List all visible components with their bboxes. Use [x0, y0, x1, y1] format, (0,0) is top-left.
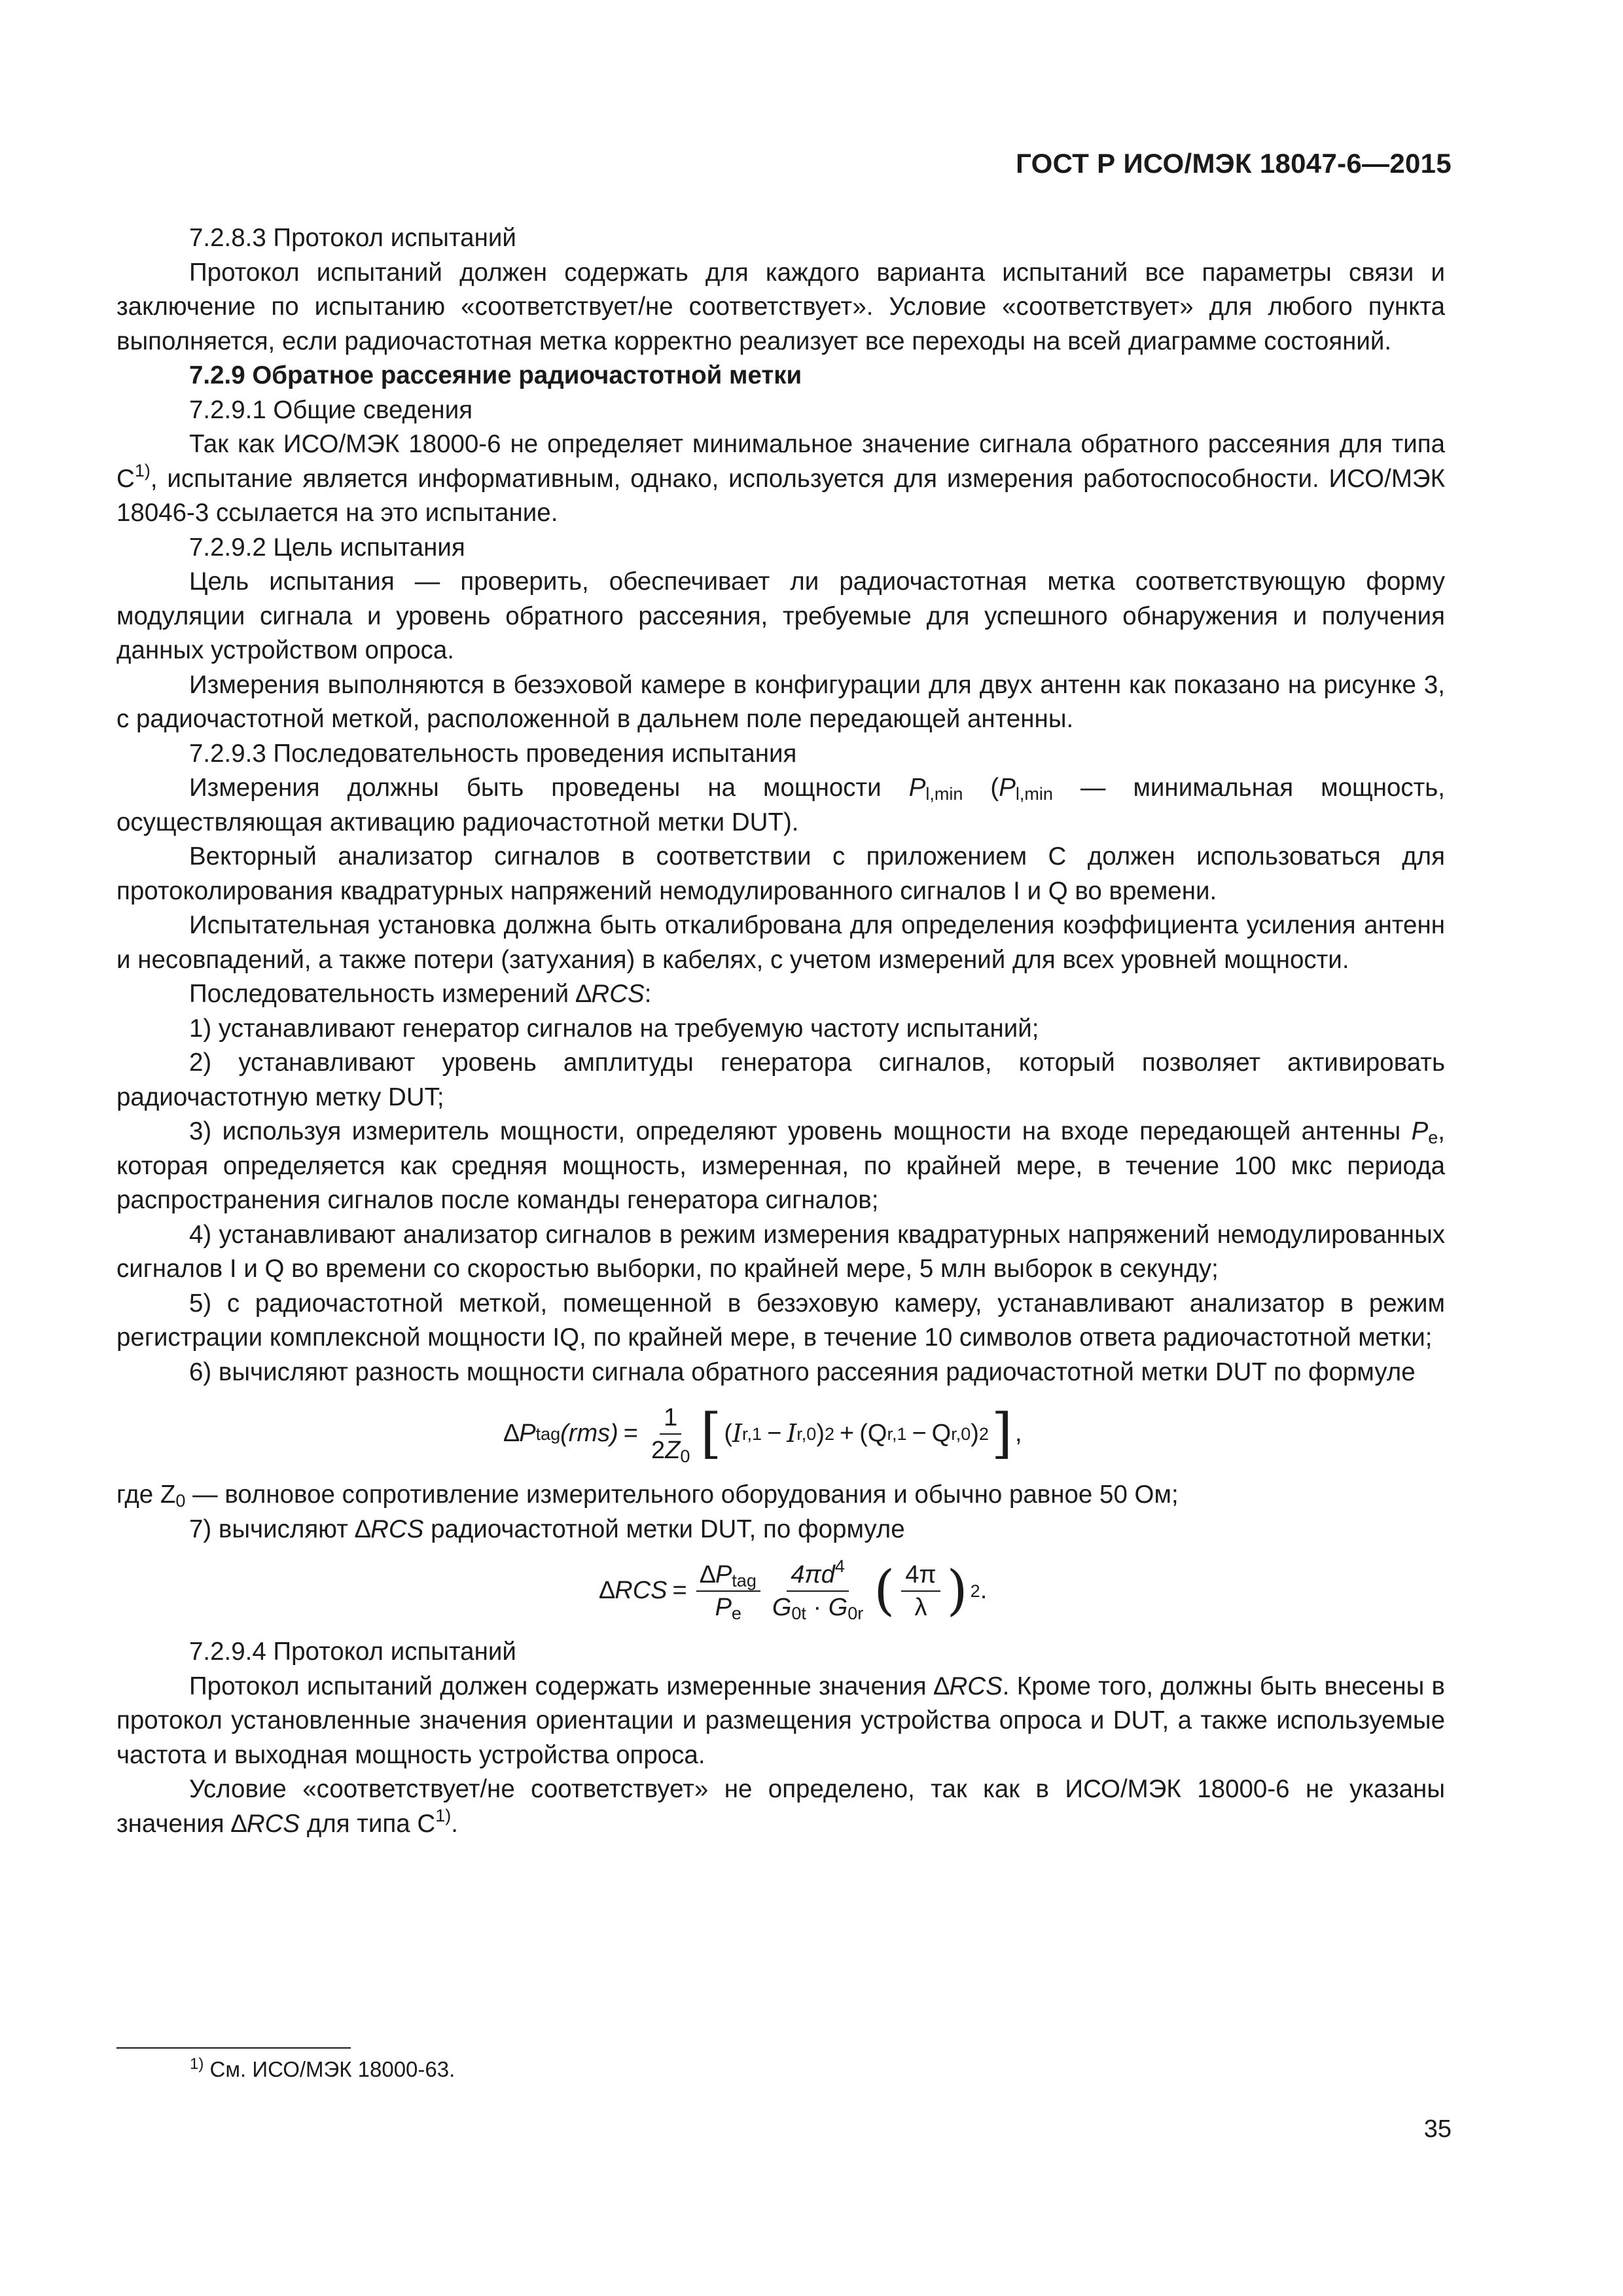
paragraph: Последовательность измерений ∆RCS:: [189, 980, 652, 1008]
footnote: $^{1)}$ См. ИСО/МЭК 18000-63.: [190, 2055, 455, 2081]
paragraph: Условие «соответствует/не соответствует» не определено, так как в ИСО/МЭК 18000-6 не указаны значения ∆RCS для типа $С^{1)}$.: [116, 1775, 1445, 1838]
list-item: 4) устанавливают анализатор сигналов в режим измерения квадратурных напряжений немодулированных сигналов I и Q во времени со скоростью выборки, по крайней мере, 5 млн выборок в секунду;: [116, 1220, 1445, 1283]
footnote-reference: 1): [435, 1805, 452, 1825]
paragraph: Векторный анализатор сигналов в соответствии с приложением С должен использоваться для протоколирования квадратурных напряжений немодулированного сигналов I и Q во времени.: [116, 842, 1445, 905]
paragraph: Испытательная установка должна быть откалибрована для определения коэффициента усиления антенн и несовпадений, а также потери (затухания) в кабелях, с учетом измерений для всех уровней мощности.: [116, 911, 1445, 974]
paragraph: Измерения выполняются в безэховой камере в конфигурации для двух антенн как показано на рисунке 3, с радиочастотной меткой, расположенной в дальнем поле передающей антенны.: [116, 670, 1445, 733]
paragraph: где $Z_0$ — волновое сопротивление измерительного оборудования и обычно равное 50 Ом;: [116, 1480, 1179, 1511]
document-body: [116, 221, 1445, 1841]
paragraph: Так как ИСО/МЭК 18000-6 не определяет минимальное значение сигнала обратного рассеяния для типа $С^{1)}$, испытание является информативным, однако, используется для измерения работоспособности. ИСО/МЭК 18046-3 ссылается на это испытание.: [116, 430, 1445, 527]
section-heading-7-2-8-3: 7.2.8.3 Протокол испытаний: [189, 224, 516, 252]
section-heading-7-2-9-4: 7.2.9.4 Протокол испытаний: [189, 1638, 516, 1666]
paragraph: Протокол испытаний должен содержать измеренные значения ∆RCS. Кроме того, должны быть внесены в протокол установленные значения ориентации и размещения устройства опроса и DUT, а также используемые частота и выходная мощность устройства опроса.: [116, 1672, 1446, 1769]
paragraph: Измерения должны быть проведены на мощности $P_{l,min}$ ($P_{l,min}$ — минимальная мощность, осуществляющая активацию радиочастотной метки DUT).: [116, 774, 1446, 836]
footnote-reference: 1): [134, 460, 151, 480]
list-item: 2) устанавливают уровень амплитуды генератора сигналов, который позволяет активировать радиочастотную метку DUT;: [116, 1049, 1445, 1111]
formula-delta-p-tag: ∆ P tag (rms) = $\frac{1}{2Z_0}$ [ ( I r,1 − I r,0 ) 2 + ( Q r,1 − Q r,0 ) 2 ] ,: [504, 1402, 1022, 1466]
section-heading-7-2-9: 7.2.9 Обратное рассеяние радиочастотной метки: [189, 361, 802, 389]
list-item: 6) вычисляют разность мощности сигнала обратного рассеяния радиочастотной метки DUT по формуле: [189, 1357, 1416, 1386]
footnote-divider: [116, 2047, 351, 2049]
paragraph: Цель испытания — проверить, обеспечивает ли радиочастотная метка соответствующую форму модуляции сигнала и уровень обратного рассеяния, требуемые для успешного обнаружения и получения данных устройством опроса.: [116, 567, 1445, 664]
paragraph: Протокол испытаний должен содержать для каждого варианта испытаний все параметры связи и заключение по испытанию «соответствует/не соответствует». Условие «соответствует» для любого пункта выполняется, если радиочастотная метка корректно реализует все переходы на всей диаграмме состояний.: [116, 258, 1445, 355]
list-item: 3) используя измеритель мощности, определяют уровень мощности на входе передающей антенны $P_e$, которая определяется как средняя мощность, измеренная, по крайней мере, в течение 100 мкс периода распространения сигналов после команды генератора сигналов;: [116, 1117, 1445, 1214]
section-heading-7-2-9-2: 7.2.9.2 Цель испытания: [189, 533, 465, 562]
section-heading-7-2-9-3: 7.2.9.3 Последовательность проведения испытания: [189, 739, 797, 768]
list-item: 5) с радиочастотной меткой, помещенной в безэховую камеру, устанавливают анализатор в режим регистрации комплексной мощности IQ, по крайней мере, в течение 10 символов ответа радиочастотной метки;: [116, 1289, 1445, 1352]
list-item: 7) вычисляют ∆RCS радиочастотной метки DUT, по формуле: [189, 1515, 905, 1543]
formula-delta-rcs: ∆ RCS = $\frac{\Delta P_{tag}}{P_e}$ $\frac{4\pi d^4}{G_{0t} \cdot G_{0r}}$ ( $\frac{4\pi}{\lambda}$ ) 2 .: [599, 1556, 988, 1623]
document-header: ГОСТ Р ИСО/МЭК 18047-6—2015: [1016, 148, 1452, 179]
page-number: 35: [1423, 2115, 1452, 2143]
section-heading-7-2-9-1: 7.2.9.1 Общие сведения: [189, 395, 473, 424]
list-item: 1) устанавливают генератор сигналов на требуемую частоту испытаний;: [189, 1014, 1039, 1043]
